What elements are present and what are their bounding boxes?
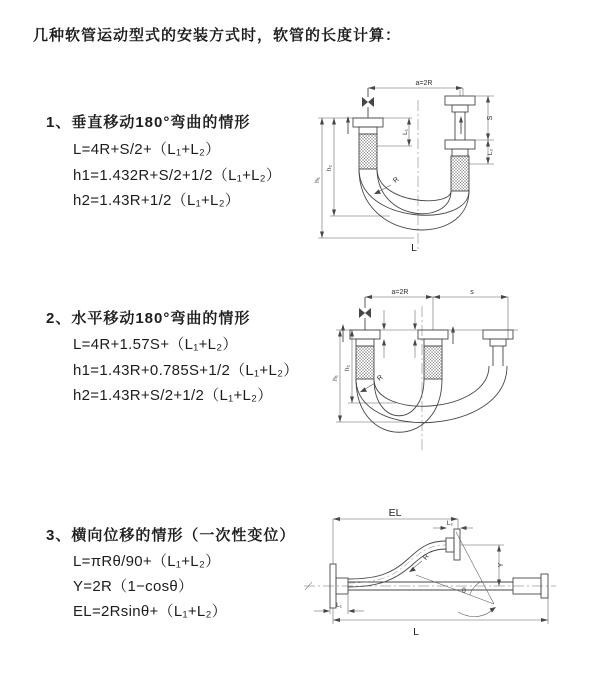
dim-r-label: R xyxy=(376,374,385,383)
diagram-lateral-displacement xyxy=(298,495,600,650)
dim-s-label: s xyxy=(470,289,474,296)
dim-h2-label: h₂ xyxy=(344,364,351,372)
section-2-heading: 2、水平移动180°弯曲的情形 xyxy=(46,310,251,327)
section-1-formula-h1: h1=1.432R+S/2+1/2（L₁+L₂） xyxy=(73,167,282,184)
page-title: 几种软管运动型式的安装方式时，软管的长度计算： xyxy=(33,27,402,44)
section-2-formula-h1: h1=1.43R+0.785S+1/2（L₁+L₂） xyxy=(73,362,299,379)
dim-theta-label: θ xyxy=(462,588,466,595)
dim-s-label: S xyxy=(487,115,494,121)
section-3-heading: 3、横向位移的情形（一次性变位） xyxy=(46,527,296,544)
dim-l-label: L xyxy=(413,626,419,638)
dim-a2r-label: a=2R xyxy=(391,289,409,296)
dim-l-label: L xyxy=(411,242,417,254)
section-1-formula-L: L=4R+S/2+（L₁+L₂） xyxy=(73,141,221,158)
dim-a2r-label: a=2R xyxy=(415,80,433,87)
section-3-formula-L: L=πRθ/90+（L₁+L₂） xyxy=(73,553,221,570)
section-3-formula-EL: EL=2Rsinθ+（L₁+L₂） xyxy=(73,603,227,620)
diagram-horizontal-180-bend xyxy=(312,280,600,458)
valve-icon xyxy=(359,297,371,330)
dim-l2-label: L₂ xyxy=(487,148,494,156)
dim-l1-label: L₁ xyxy=(336,602,342,609)
dim-r-label: R xyxy=(392,176,401,185)
dim-h1-label: h₁ xyxy=(314,177,321,183)
dim-el-label: EL xyxy=(388,507,402,519)
section-1-formula-h2: h2=1.43R+1/2（L₁+L₂） xyxy=(73,192,241,209)
section-2-formula-h2: h2=1.43R+S/2+1/2（L₁+L₂） xyxy=(73,387,273,404)
section-3-formula-Y: Y=2R（1−cosθ） xyxy=(73,578,194,595)
dim-l1-label: L₁ xyxy=(402,129,409,135)
diagram-vertical-180-bend xyxy=(312,76,600,258)
dim-y-label: Y xyxy=(498,562,505,568)
dim-h1-label: h₁ xyxy=(332,375,339,381)
dim-h2-label: h₂ xyxy=(326,164,333,172)
dim-l2-label: L₂ xyxy=(446,520,454,527)
section-1-heading: 1、垂直移动180°弯曲的情形 xyxy=(46,114,251,131)
valve-icon xyxy=(362,88,374,118)
section-2-formula-L: L=4R+1.57S+（L₁+L₂） xyxy=(73,336,238,353)
dim-r-label: R xyxy=(422,553,431,562)
